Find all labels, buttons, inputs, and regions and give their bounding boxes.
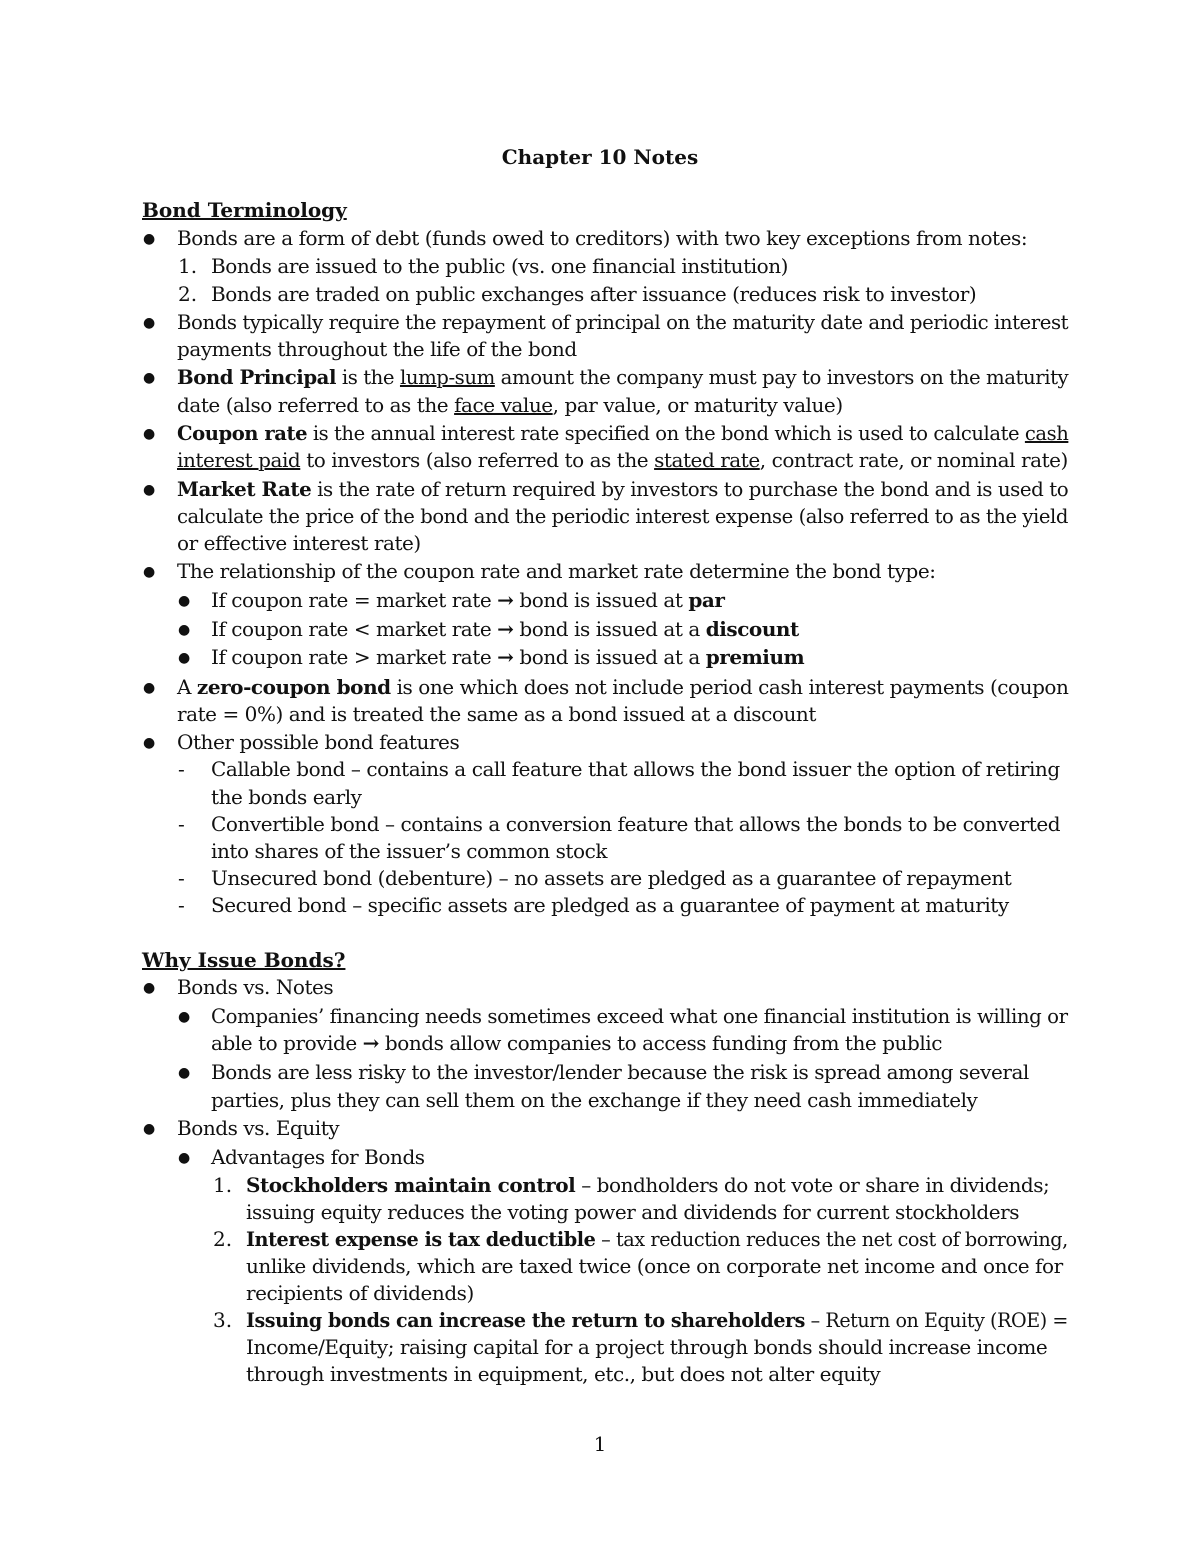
dash-marker: - [178, 893, 185, 917]
text-run: to investors (also referred to as the [300, 448, 655, 472]
term-bold: discount [705, 617, 799, 641]
text-run: If coupon rate < market rate [211, 617, 498, 641]
bullet-icon: ● [143, 482, 156, 498]
term-bold: Market Rate [177, 477, 312, 501]
bullet-text [177, 365, 1068, 389]
numbered-text [246, 1308, 1068, 1332]
arrow-icon: → [497, 588, 514, 612]
sub-bullet-text-cont [211, 1031, 942, 1055]
text-run: is the rate of return required by investors to purchase the bond and is used to [311, 477, 1069, 501]
bullet-text: Bonds vs. Notes [177, 975, 334, 999]
term-underline: interest paid [177, 448, 301, 472]
text-run: A [177, 675, 197, 699]
dash-text: Convertible bond – contains a conversion feature that allows the bonds to be converted [211, 812, 1061, 836]
list-number: 2. [213, 1227, 233, 1251]
section-heading-why-issue-bonds: Why Issue Bonds? [142, 948, 346, 972]
bullet-icon: ● [143, 1121, 156, 1137]
term-underline: stated rate [654, 448, 760, 472]
sub-bullet-text: Advantages for Bonds [211, 1145, 425, 1169]
numbered-text [246, 1173, 1049, 1197]
sub-bullet-text [211, 617, 799, 641]
bullet-text: Other possible bond features [177, 730, 460, 754]
term-bold: par [688, 588, 725, 612]
text-run: bond is issued at a [513, 645, 706, 669]
dash-marker: - [178, 812, 185, 836]
text-run: is the annual interest rate specified on the bond which is used to calculate [307, 421, 1025, 445]
bullet-text-cont: rate = 0%) and is treated the same as a bond issued at a discount [177, 702, 816, 726]
text-run: date (also referred to as the [177, 393, 455, 417]
arrow-icon: → [497, 617, 514, 641]
text-run: – Return on Equity (ROE) = [804, 1308, 1068, 1332]
bullet-text-cont: or effective interest rate) [177, 531, 421, 555]
term-underline: cash [1024, 421, 1069, 445]
text-run: bond is issued at a [513, 617, 706, 641]
bullet-icon: ● [143, 231, 156, 247]
bullet-icon: ● [178, 1150, 191, 1166]
sub-bullet-text [211, 588, 724, 612]
bullet-text [177, 675, 1068, 699]
term-underline: lump-sum [399, 365, 495, 389]
term-bold: Interest expense is tax deductible [246, 1227, 596, 1251]
bullet-icon: ● [143, 426, 156, 442]
bullet-text: Bonds are a form of debt (funds owed to creditors) with two key exceptions from notes: [177, 226, 1028, 250]
bullet-icon: ● [178, 1065, 191, 1081]
bullet-icon: ● [143, 564, 156, 580]
numbered-text-cont: Income/Equity; raising capital for a project through bonds should increase income [246, 1335, 1048, 1359]
text-run: bonds allow companies to access funding from the public [378, 1031, 942, 1055]
bullet-text: Bonds typically require the repayment of principal on the maturity date and periodic interest [177, 310, 1069, 334]
bullet-icon: ● [178, 593, 191, 609]
text-run: amount the company must pay to investors on the maturity [494, 365, 1069, 389]
bullet-icon: ● [143, 980, 156, 996]
arrow-icon: → [362, 1031, 379, 1055]
bullet-icon: ● [178, 622, 191, 638]
term-bold: zero-coupon bond [196, 675, 391, 699]
dash-text: Callable bond – contains a call feature that allows the bond issuer the option of retiring [211, 757, 1060, 781]
bullet-icon: ● [143, 735, 156, 751]
text-run: If coupon rate > market rate [211, 645, 498, 669]
text-run: – bondholders do not vote or share in dividends; [575, 1173, 1050, 1197]
page-title: Chapter 10 Notes [501, 145, 699, 169]
numbered-text [246, 1227, 1068, 1251]
dash-marker: - [178, 757, 185, 781]
sub-bullet-text: Bonds are less risky to the investor/lender because the risk is spread among several [211, 1060, 1029, 1084]
bullet-text: The relationship of the coupon rate and market rate determine the bond type: [177, 559, 936, 583]
text-run: If coupon rate = market rate [211, 588, 498, 612]
bullet-icon: ● [143, 315, 156, 331]
list-number: 2. [178, 282, 198, 306]
term-bold: premium [705, 645, 805, 669]
term-underline: face value [454, 393, 553, 417]
numbered-text-cont: issuing equity reduces the voting power and dividends for current stockholders [246, 1200, 1020, 1224]
bullet-text-cont: payments throughout the life of the bond [177, 337, 577, 361]
numbered-text: Bonds are issued to the public (vs. one financial institution) [211, 254, 789, 278]
text-run: , par value, or maturity value) [552, 393, 843, 417]
text-run: able to provide [211, 1031, 363, 1055]
dash-marker: - [178, 866, 185, 890]
list-number: 1. [178, 254, 198, 278]
bullet-text-cont: calculate the price of the bond and the periodic interest expense (also referred to as the yield [177, 504, 1068, 528]
numbered-text-cont: unlike dividends, which are taxed twice (once on corporate net income and once for [246, 1254, 1063, 1278]
term-bold: Bond Principal [177, 365, 337, 389]
term-bold: Issuing bonds can increase the return to shareholders [246, 1308, 805, 1332]
arrow-icon: → [497, 645, 514, 669]
sub-bullet-text-cont: parties, plus they can sell them on the exchange if they need cash immediately [211, 1088, 978, 1112]
numbered-text: Bonds are traded on public exchanges after issuance (reduces risk to investor) [211, 282, 977, 306]
text-run: bond is issued at [513, 588, 689, 612]
text-run: is one which does not include period cash interest payments (coupon [390, 675, 1069, 699]
bullet-text-cont [177, 393, 843, 417]
text-run: is the [336, 365, 400, 389]
bullet-text-cont [177, 448, 1068, 472]
bullet-text [177, 477, 1068, 501]
bullet-icon: ● [143, 370, 156, 386]
numbered-text-cont: recipients of dividends) [246, 1281, 474, 1305]
sub-bullet-text: Companies’ financing needs sometimes exceed what one financial institution is willing or [211, 1004, 1068, 1028]
page-number: 1 [593, 1432, 607, 1456]
section-heading-bond-terminology: Bond Terminology [142, 198, 347, 222]
dash-text-cont: the bonds early [211, 785, 362, 809]
numbered-text-cont: through investments in equipment, etc., but does not alter equity [246, 1362, 881, 1386]
text-run: , contract rate, or nominal rate) [759, 448, 1068, 472]
term-bold: Coupon rate [177, 421, 308, 445]
bullet-text [177, 421, 1068, 445]
dash-text: Unsecured bond (debenture) – no assets are pledged as a guarantee of repayment [211, 866, 1012, 890]
bullet-icon: ● [143, 680, 156, 696]
text-run: – tax reduction reduces the net cost of borrowing, [595, 1227, 1068, 1251]
bullet-icon: ● [178, 1009, 191, 1025]
bullet-text: Bonds vs. Equity [177, 1116, 340, 1140]
list-number: 3. [213, 1308, 233, 1332]
dash-text: Secured bond – specific assets are pledged as a guarantee of payment at maturity [211, 893, 1009, 917]
term-bold: Stockholders maintain control [246, 1173, 576, 1197]
list-number: 1. [213, 1173, 233, 1197]
dash-text-cont: into shares of the issuer’s common stock [211, 839, 608, 863]
sub-bullet-text [211, 645, 804, 669]
bullet-icon: ● [178, 650, 191, 666]
